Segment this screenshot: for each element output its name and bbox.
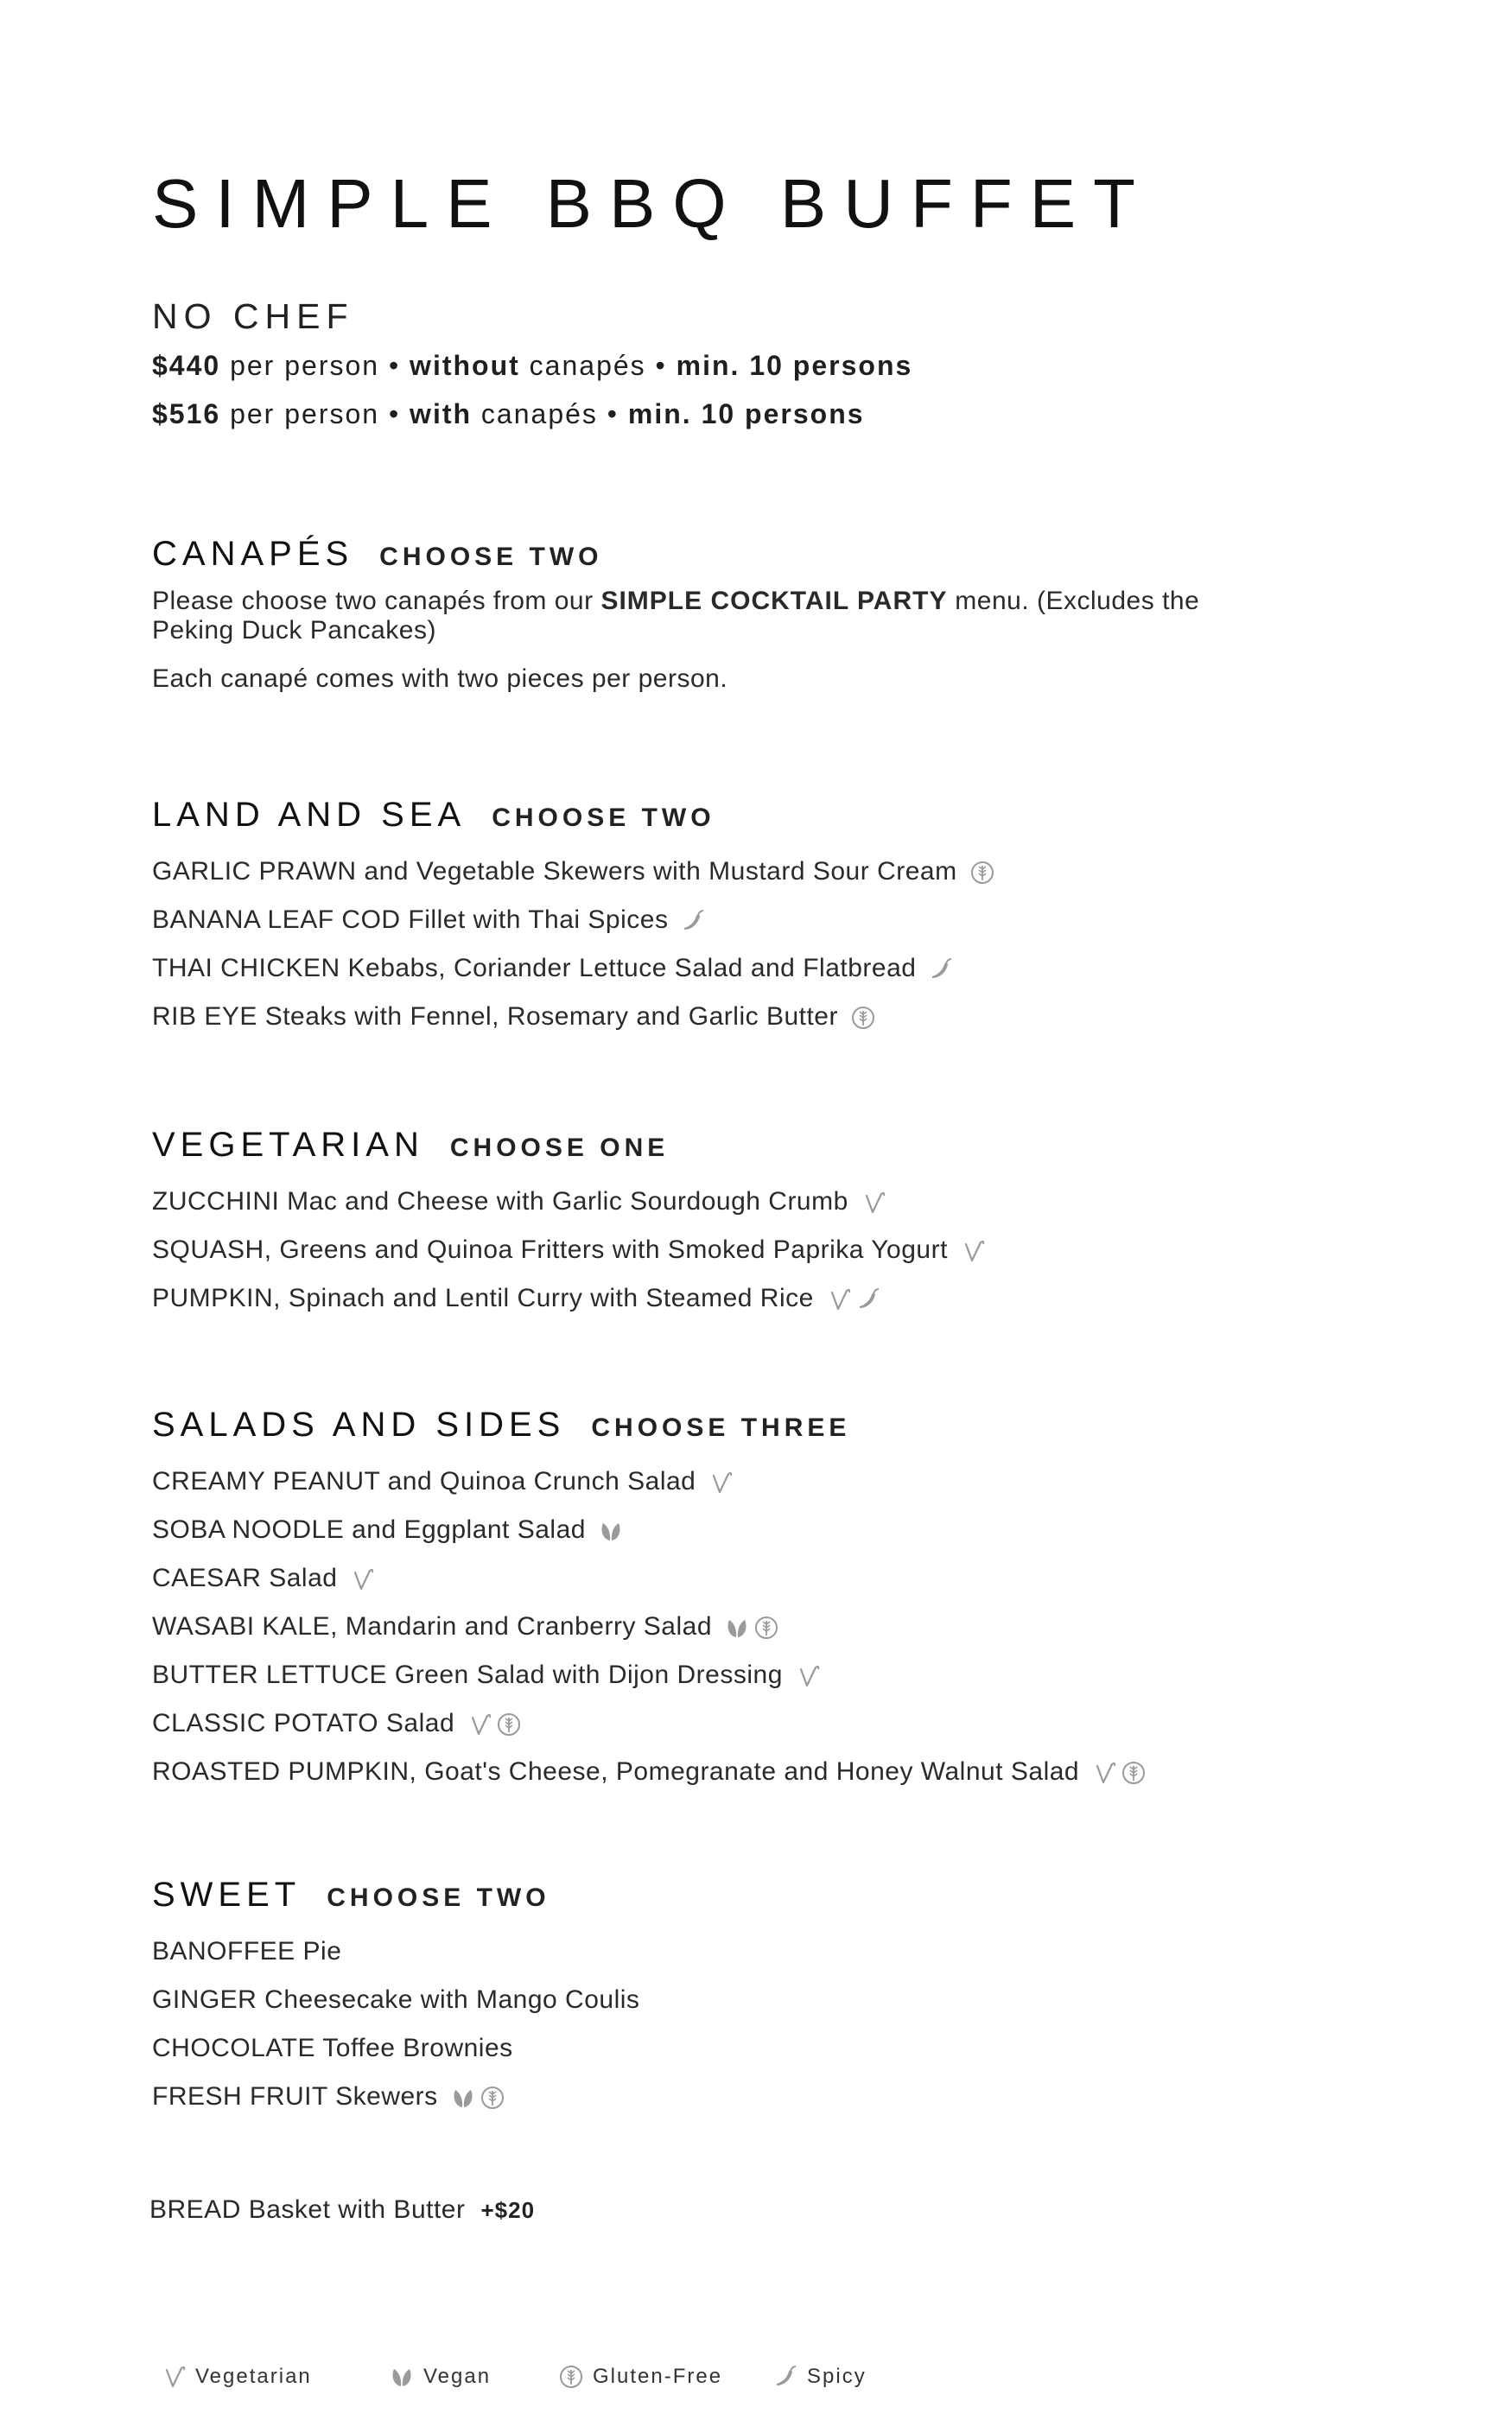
legend-spicy [764,2362,867,2391]
dietary-icons [791,1661,821,1691]
section-items [152,1458,1362,1796]
menu-item-text: ROASTED PUMPKIN, Goat's Cheese, Pomegranate and Honey Walnut Salad [152,1757,1080,1786]
menu-subtitle: NO CHEF [152,296,354,336]
menu-item [152,848,1362,896]
legend-label: Vegetarian [195,2365,312,2388]
bread-add-on [149,2195,535,2225]
dietary-icons [447,2083,505,2112]
section-choose: CHOOSE TWO [492,803,715,832]
menu-item-text: PUMPKIN, Spinach and Lentil Curry with Steamed Rice [152,1284,814,1312]
vegan-icon [724,1613,750,1642]
gluten-free-icon [1121,1758,1147,1788]
dietary-icons [704,1468,734,1497]
section-body [152,587,1362,694]
menu-item-text: WASABI KALE, Mandarin and Cranberry Salad [152,1612,713,1641]
spicy-icon [772,2362,798,2391]
menu-item [152,1178,1362,1226]
vegetarian-icon [708,1468,734,1497]
gluten-free-icon [969,858,995,887]
vegetarian-icon [861,1188,886,1217]
menu-item-text: SOBA NOODLE and Eggplant Salad [152,1515,586,1544]
vegetarian-icon [826,1285,852,1314]
dietary-icons [1088,1758,1147,1788]
legend-icon [161,2362,195,2391]
menu-item-text: GINGER Cheesecake with Mango Coulis [152,1985,640,2014]
legend-label: Gluten-Free [593,2365,723,2388]
dietary-icons [847,1003,876,1032]
legend-label: Spicy [807,2365,867,2388]
vegan-icon [450,2083,476,2112]
spicy-icon [928,955,954,984]
menu-item-text: CLASSIC POTATO Salad [152,1709,455,1737]
legend-icon [558,2362,593,2391]
section-vegetarian [152,1122,1362,1323]
menu-item [152,944,1362,993]
canapes-text-before: Please choose two canapés from our [152,587,601,615]
vegetarian-icon [960,1236,986,1266]
gluten-free-icon [558,2362,584,2391]
menu-item [152,1651,1362,1699]
menu-item-text: BANOFFEE Pie [152,1937,342,1966]
section-choose: CHOOSE ONE [449,1134,670,1162]
canapes-text-after: menu. (Excludes the Peking Duck Pancakes) [152,587,1200,645]
menu-item-text: BUTTER LETTUCE Green Salad with Dijon Dressing [152,1661,783,1689]
menu-item [152,1928,1362,1976]
section-header [152,1122,1362,1167]
section-salads-and-sides [152,1402,1362,1796]
dietary-icons [346,1565,375,1594]
menu-item [152,2024,1362,2073]
menu-title: SIMPLE BBQ BUFFET [152,165,1153,242]
vegetarian-icon [349,1565,375,1594]
section-items [152,848,1362,1041]
canapes-menu-reference: SIMPLE COCKTAIL PARTY [600,587,948,615]
section-header [152,792,1362,837]
dietary-icons [721,1613,779,1642]
section-items [152,1178,1362,1323]
legend-icon [772,2362,807,2391]
spicy-icon [855,1285,881,1314]
menu-item [152,896,1362,944]
section-sweet [152,1872,1362,2121]
price-mode: with [410,398,473,429]
section-canapes [152,531,1362,713]
menu-item-text: BANANA LEAF COD Fillet with Thai Spices [152,905,669,934]
section-title: LAND AND SEA [152,796,467,834]
dietary-icons [677,906,706,936]
price-canapes: canapés • [519,350,677,381]
section-header [152,1872,1362,1917]
menu-item-text: FRESH FRUIT Skewers [152,2082,438,2111]
gluten-free-icon [753,1613,779,1642]
menu-item-text: CAESAR Salad [152,1564,338,1592]
dietary-icons [823,1285,881,1314]
vegan-icon [598,1516,624,1546]
legend-icon [389,2362,423,2391]
menu-item [152,993,1362,1041]
price-per: per person • [220,398,410,429]
vegan-icon [389,2362,415,2391]
price-amount: $440 [152,350,221,381]
legend-vegetarian [152,2362,312,2391]
section-title: SALADS AND SIDES [152,1406,566,1444]
price-amount: $516 [152,398,221,429]
section-title: CANAPÉS [152,535,354,573]
price-line-without-canapes [152,350,912,382]
menu-item [152,1976,1362,2024]
menu-item-text: ZUCCHINI Mac and Cheese with Garlic Sourdough Crumb [152,1187,848,1216]
section-choose: CHOOSE THREE [591,1413,851,1442]
menu-item [152,1226,1362,1274]
price-minimum: min. 10 persons [676,350,913,381]
price-minimum: min. 10 persons [627,398,865,429]
price-per: per person • [220,350,410,381]
section-header [152,531,1362,576]
menu-item [152,1506,1362,1554]
menu-item [152,1274,1362,1323]
canapes-instructions [152,587,1275,645]
price-canapes: canapés • [472,398,628,429]
vegetarian-icon [1091,1758,1117,1788]
menu-item [152,1458,1362,1506]
dietary-icons [594,1516,624,1546]
menu-item-text: RIB EYE Steaks with Fennel, Rosemary and Garlic Butter [152,1002,838,1031]
menu-item [152,1748,1362,1796]
menu-item [152,2073,1362,2121]
dietary-icons [857,1188,886,1217]
section-choose: CHOOSE TWO [327,1883,550,1912]
spicy-icon [680,906,706,936]
dietary-icons [924,955,954,984]
section-title: VEGETARIAN [152,1126,424,1164]
menu-item-text: SQUASH, Greens and Quinoa Fritters with Smoked Paprika Yogurt [152,1235,948,1264]
section-land-and-sea [152,792,1362,1041]
vegetarian-icon [795,1661,821,1691]
legend-label: Vegan [423,2365,492,2388]
legend-gluten-free [550,2362,722,2391]
menu-item-text: THAI CHICKEN Kebabs, Coriander Lettuce Salad and Flatbread [152,954,917,982]
section-items [152,1928,1362,2121]
vegetarian-icon [467,1710,492,1739]
menu-item [152,1554,1362,1603]
bread-add-on-text: BREAD Basket with Butter [149,2195,466,2224]
price-line-with-canapes [152,398,865,430]
dietary-icons [966,858,995,887]
section-header [152,1402,1362,1447]
dietary-icons [463,1710,522,1739]
menu-item-text: GARLIC PRAWN and Vegetable Skewers with Mustard Sour Cream [152,857,957,886]
menu-item [152,1603,1362,1651]
legend-vegan [380,2362,491,2391]
price-mode: without [410,350,520,381]
menu-item-text: CHOCOLATE Toffee Brownies [152,2034,513,2062]
bread-add-on-price: +$20 [480,2197,536,2223]
section-title: SWEET [152,1876,302,1914]
dietary-icons [956,1236,986,1266]
menu-item-text: CREAMY PEANUT and Quinoa Crunch Salad [152,1467,696,1496]
vegetarian-icon [161,2362,187,2391]
canapes-note: Each canapé comes with two pieces per person. [152,664,728,693]
gluten-free-icon [480,2083,505,2112]
gluten-free-icon [850,1003,876,1032]
gluten-free-icon [496,1710,522,1739]
menu-item [152,1699,1362,1748]
section-choose: CHOOSE TWO [379,543,603,571]
